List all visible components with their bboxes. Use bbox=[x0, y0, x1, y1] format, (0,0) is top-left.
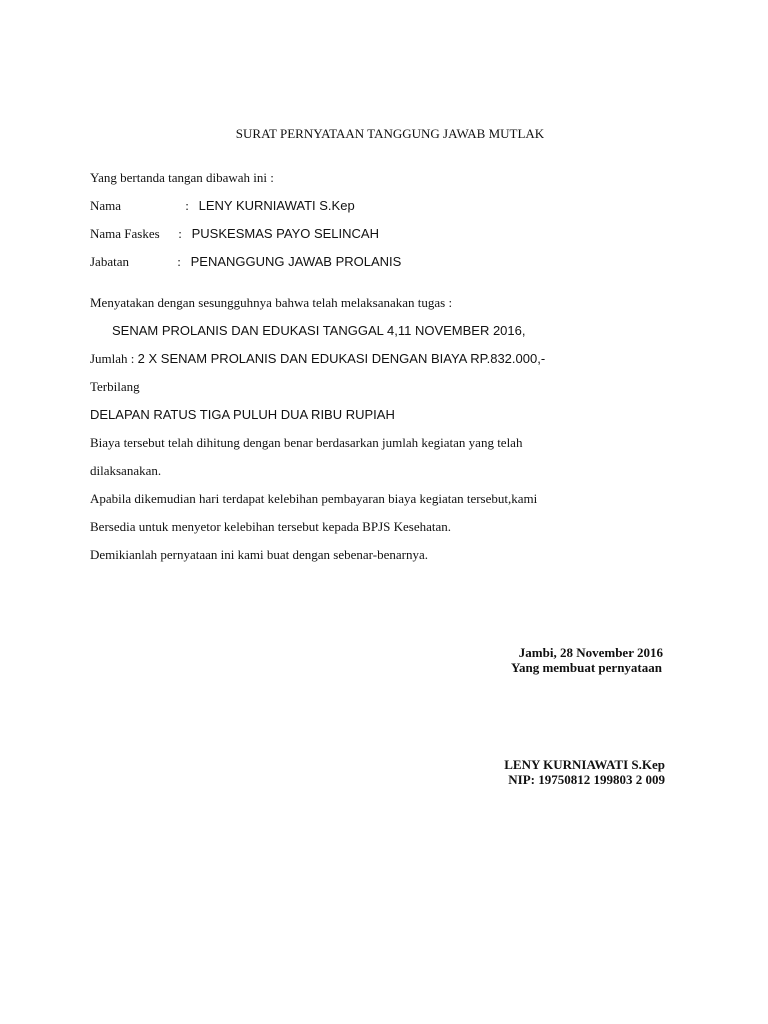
amount-label: Jumlah : bbox=[90, 351, 135, 366]
statement-text: Menyatakan dengan sesungguhnya bahwa telah melaksanakan tugas : bbox=[90, 295, 453, 310]
amount-value: 2 X SENAM PROLANIS DAN EDUKASI DENGAN BIAYA RP.832.000,- bbox=[137, 351, 546, 366]
spelled-amount: DELAPAN RATUS TIGA PULUH DUA RIBU RUPIAH bbox=[90, 407, 395, 422]
signature-name: LENY KURNIAWATI S.Kep bbox=[504, 757, 665, 772]
signature-place-date: Jambi, 28 November 2016 bbox=[518, 645, 663, 660]
field-value: PUSKESMAS PAYO SELINCAH bbox=[191, 226, 379, 241]
task-text: SENAM PROLANIS DAN EDUKASI TANGGAL 4,11 NOVEMBER 2016, bbox=[112, 323, 526, 338]
field-jabatan bbox=[90, 254, 401, 270]
spelled-label: Terbilang bbox=[90, 379, 140, 394]
field-nama bbox=[90, 198, 355, 214]
paragraph-2-line-2: Bersedia untuk menyetor kelebihan tersebut kepada BPJS Kesehatan. bbox=[90, 519, 452, 534]
field-label: Nama bbox=[90, 198, 122, 213]
field-sep: : bbox=[178, 226, 182, 241]
document-title: SURAT PERNYATAAN TANGGUNG JAWAB MUTLAK bbox=[235, 126, 545, 141]
field-nama-faskes bbox=[90, 226, 379, 242]
amount-line bbox=[90, 351, 545, 367]
signature-role: Yang membuat pernyataan bbox=[511, 660, 662, 675]
field-value: LENY KURNIAWATI S.Kep bbox=[198, 198, 355, 213]
signature-nip: NIP: 19750812 199803 2 009 bbox=[508, 772, 665, 787]
field-sep: : bbox=[185, 198, 189, 213]
paragraph-2-line-1: Apabila dikemudian hari terdapat kelebihan pembayaran biaya kegiatan tersebut,kami bbox=[90, 491, 538, 506]
field-sep: : bbox=[177, 254, 181, 269]
intro-text: Yang bertanda tangan dibawah ini : bbox=[90, 170, 274, 185]
field-value: PENANGGUNG JAWAB PROLANIS bbox=[190, 254, 402, 269]
paragraph-1-line-2: dilaksanakan. bbox=[90, 463, 162, 478]
paragraph-1-line-1: Biaya tersebut telah dihitung dengan benar berdasarkan jumlah kegiatan yang telah bbox=[90, 435, 523, 450]
field-label: Nama Faskes bbox=[90, 226, 160, 241]
field-label: Jabatan bbox=[90, 254, 129, 269]
closing-text: Demikianlah pernyataan ini kami buat dengan sebenar-benarnya. bbox=[90, 547, 428, 562]
